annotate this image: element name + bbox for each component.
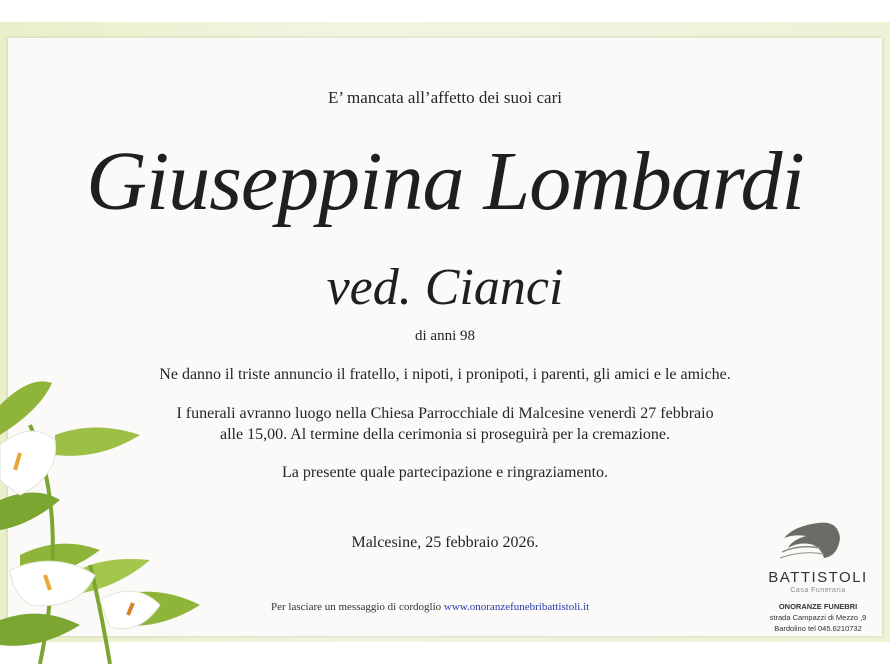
- thanks: La presente quale partecipazione e ringraziamento.: [281, 464, 609, 481]
- logo-city-phone: Bardolino tel 045.6210732: [774, 624, 862, 633]
- calla-lily-flowers-icon: [0, 365, 210, 664]
- intro-line: E’ mancata all’affetto dei suoi cari: [328, 88, 562, 107]
- battistoli-logo-mark-icon: [780, 518, 846, 566]
- condolence-line: [271, 601, 589, 613]
- battistoli-logo: [758, 518, 878, 638]
- logo-address: strada Campazzi di Mezzo ,9: [769, 613, 867, 622]
- condolence-text: Per lasciare un messaggio di cordoglio: [271, 601, 442, 613]
- announcement: Ne danno il triste annuncio il fratello, i nipoti, i pronipoti, i parenti, gli amici e le amiche.: [159, 366, 731, 383]
- logo-subtitle: Casa Funeraria: [790, 587, 846, 594]
- funeral-line-1: I funerali avranno luogo nella Chiesa Parrocchiale di Malcesine venerdì 27 febbraio: [176, 405, 714, 422]
- logo-brand: BATTISTOLI: [768, 569, 868, 586]
- deceased-name: Giuseppina Lombardi: [86, 135, 804, 228]
- place-date: Malcesine, 25 febbraio 2026.: [351, 534, 539, 551]
- widow-of: ved. Cianci: [326, 259, 564, 316]
- logo-service: ONORANZE FUNEBRI: [778, 602, 858, 611]
- age: di anni 98: [415, 328, 475, 344]
- condolence-link[interactable]: www.onoranzefunebribattistoli.it: [443, 601, 590, 613]
- funeral-line-2: alle 15,00. Al termine della cerimonia si proseguirà per la cremazione.: [219, 426, 671, 443]
